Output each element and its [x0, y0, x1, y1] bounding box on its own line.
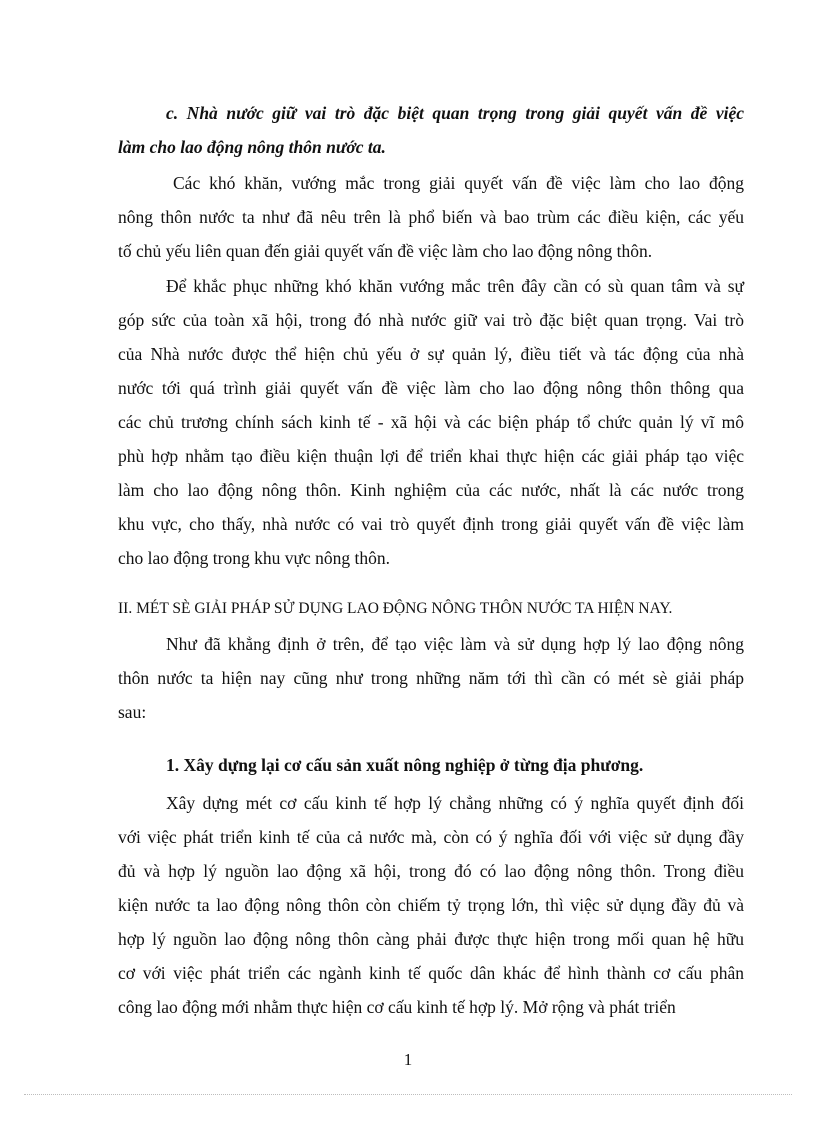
paragraph-line: nước tới quá trình giải quyết vấn đề việc làm cho lao động nông thôn thông qua: [118, 378, 744, 398]
section-c-heading-line: làm cho lao động nông thôn nước ta.: [118, 137, 386, 157]
paragraph-line: khu vực, cho thấy, nhà nước có vai trò quyết định trong giải quyết vấn đề việc làm: [118, 514, 744, 534]
paragraph-line: hợp lý nguồn lao động nông thôn càng phải được thực hiện trong mối quan hệ hữu: [118, 929, 744, 949]
paragraph-line: của Nhà nước được thể hiện chủ yếu ở sự quản lý, điều tiết và tác động của nhà: [118, 344, 744, 364]
paragraph-line: góp sức của toàn xã hội, trong đó nhà nước giữ vai trò đặc biệt quan trọng. Vai trò: [118, 310, 744, 330]
paragraph-line: làm cho lao động nông thôn. Kinh nghiệm của các nước, nhất là các nước trong: [118, 480, 744, 500]
paragraph-line: Các khó khăn, vướng mắc trong giải quyết vấn đề việc làm cho lao động: [173, 173, 744, 193]
section-1-heading: 1. Xây dựng lại cơ cấu sản xuất nông nghiệp ở từng địa phương.: [166, 755, 644, 775]
paragraph-line: cho lao động trong khu vực nông thôn.: [118, 548, 390, 568]
paragraph-line: cơ với việc phát triển các ngành kinh tế quốc dân khác để hình thành cơ cấu phân: [118, 963, 744, 983]
page-number: 1: [403, 1050, 413, 1069]
paragraph-line: kiện nước ta lao động nông thôn còn chiếm tỷ trọng lớn, thì việc sử dụng đầy đủ và: [118, 895, 744, 915]
paragraph-line: phù hợp nhằm tạo điều kiện thuận lợi để triển khai thực hiện các giải pháp tạo việc: [118, 446, 744, 466]
paragraph-line: đủ và hợp lý nguồn lao động xã hội, trong đó có lao động nông thôn. Trong điều: [118, 861, 744, 881]
paragraph-line: Như đã khẳng định ở trên, để tạo việc làm và sử dụng hợp lý lao động nông: [166, 634, 744, 654]
paragraph-line: Để khắc phục những khó khăn vướng mắc trên đây cần có sù quan tâm và sự: [166, 276, 744, 296]
paragraph-line: thôn nước ta hiện nay cũng như trong những năm tới thì cần có mét sè giải pháp: [118, 668, 744, 688]
section-c-heading-line: c. Nhà nước giữ vai trò đặc biệt quan trọng trong giải quyết vấn đề việc: [166, 103, 744, 123]
paragraph-line: sau:: [118, 702, 147, 722]
section-II-heading: II. MÉT SÈ GIẢI PHÁP SỬ DỤNG LAO ĐỘNG NÔNG THÔN NƯỚC TA HIỆN NAY.: [118, 600, 673, 617]
paragraph-line: Xây dựng mét cơ cấu kinh tế hợp lý chẳng những có ý nghĩa quyết định đối: [166, 793, 744, 813]
paragraph-line: các chủ trương chính sách kinh tế - xã hội và các biện pháp tổ chức quản lý vĩ mô: [118, 412, 744, 432]
paragraph-line: công lao động mới nhằm thực hiện cơ cấu kinh tế hợp lý. Mở rộng và phát triển: [118, 997, 676, 1017]
page-bottom-divider: [24, 1094, 792, 1095]
paragraph-line: tố chủ yếu liên quan đến giải quyết vấn đề việc làm cho lao động nông thôn.: [118, 241, 653, 261]
paragraph-line: nông thôn nước ta như đã nêu trên là phổ biến và bao trùm các điều kiện, các yếu: [118, 207, 744, 227]
paragraph-line: với việc phát triển kinh tế của cả nước mà, còn có ý nghĩa đối với việc sử dụng đầy: [118, 827, 744, 847]
